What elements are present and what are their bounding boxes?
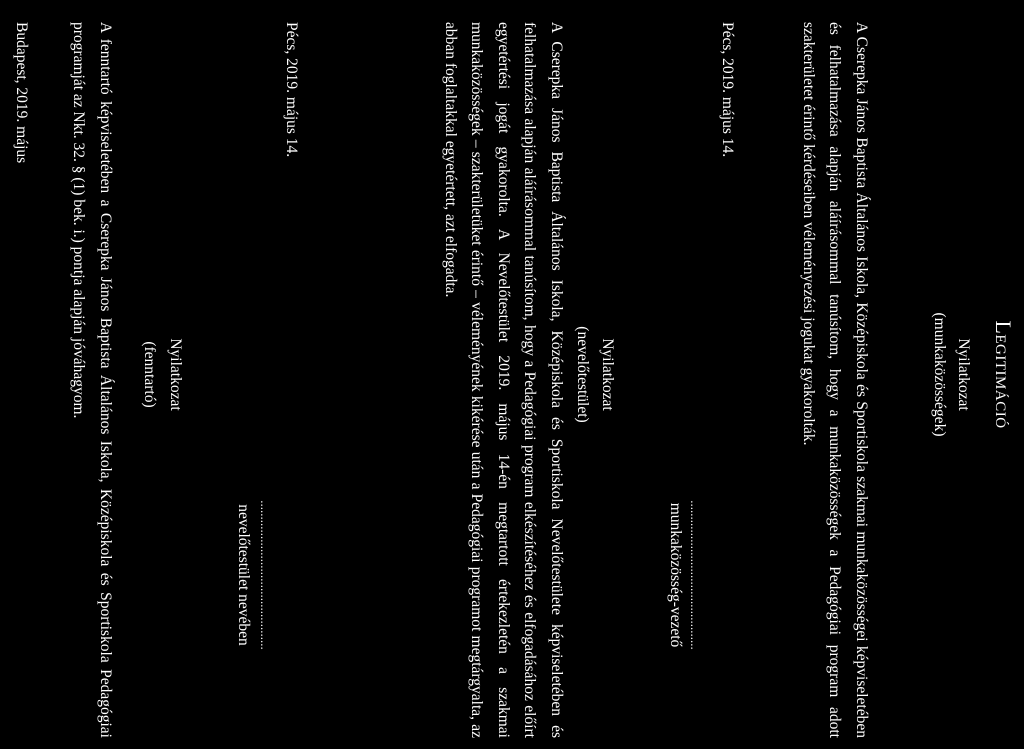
- section2-signature-label: nevelőtestület nevében: [235, 504, 252, 646]
- page-title: Legitimáció: [991, 320, 1016, 429]
- section1-date: Pécs, 2019. május 14.: [719, 22, 736, 158]
- section3-date: Budapest, 2019. május: [13, 22, 30, 164]
- section2-date: Pécs, 2019. május 14.: [283, 22, 300, 158]
- section1-signature-label: munkaközösség-vezető: [667, 502, 684, 648]
- section2-subheading: (nevelőtestület): [574, 326, 591, 423]
- section2-heading: Nyilatkozat: [599, 338, 616, 411]
- section2-body: A Cserepka János Baptista Általános Iskola, Középiskola és Sportiskola Nevelőtestülete képviseletében és felhatalmazása alapján aláírásommal tanúsítom, hogy a Pedagógiai program elkészítéséhez és elfogadásához előírt egyetértési jogát gyakorolta. A Nevelőtestület 2019. május 14-én megtartott értekezletén a szakmai munkaközösségek – szakterületüket érintő – véleményének kikérése után a Pedagógiai programot megtárgyalta, az abban foglaltakkal egyetértett, azt elfogadta.: [442, 22, 565, 738]
- section2-signature-line: ..............................................: [258, 500, 273, 650]
- section3-body: A fenntartó képviseletében a Cserepka János Baptista Általános Iskola, Középiskola és Sportiskola Pedagógiai programját az Nkt. 32. § (1) bek. i.) pontja alapján jóváhagyom.: [70, 22, 114, 738]
- section1-heading: Nyilatkozat: [955, 338, 972, 411]
- section3-subheading: (fenntartó): [141, 341, 158, 408]
- section1-signature-line: ..............................................: [688, 500, 703, 650]
- section3-heading: Nyilatkozat: [167, 338, 184, 411]
- section1-subheading: (munkaközösségek): [931, 312, 948, 437]
- section1-body: A Cserepka János Baptista Általános Iskola, Középiskola és Sportiskola szakmai munkaközösségei képviseletében és felhatalmazása alapján aláírásommal tanúsítom, hogy a munkaközösségek a Pedagógiai program adott szakterületet érintő kérdéseiben véleményezési jogukat gyakorolták.: [800, 22, 870, 738]
